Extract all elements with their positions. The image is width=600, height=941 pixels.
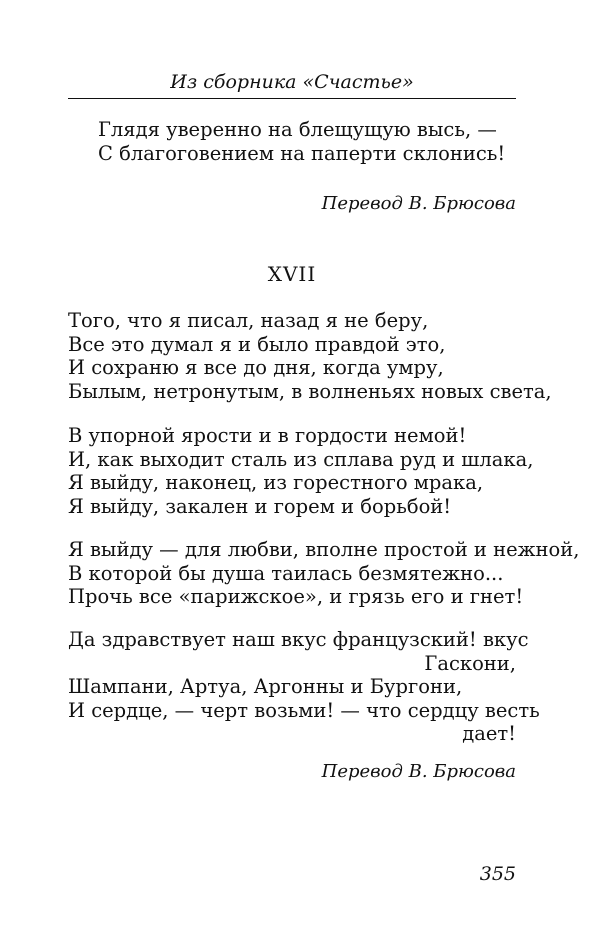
verse-line: Былым, нетронутым, в волненьях новых света,: [68, 379, 552, 403]
poem-number: XVII: [267, 262, 317, 286]
verse-line: Прочь все «парижское», и грязь его и гнет!: [68, 585, 524, 608]
verse-line: Шампани, Артуа, Аргонны и Бургони,: [68, 675, 463, 698]
stanza-3: [68, 538, 580, 609]
verse-line: Глядя уверенно на блещущую высь, —: [98, 118, 497, 141]
verse-line: Того, что я писал, назад я не беру,: [68, 309, 429, 332]
verse-line: В упорной ярости и в гордости немой!: [68, 424, 467, 447]
verse-line: С благоговением на паперти склонись!: [98, 141, 506, 165]
verse-line-continuation: Гаскони,: [424, 651, 516, 675]
stanza-2: [68, 424, 534, 518]
translator-credit: Перевод В. Брюсова: [321, 193, 516, 214]
verse-line-continuation: дает!: [462, 722, 516, 745]
poem-ending-stanza: [68, 118, 516, 165]
stanza-4: [68, 628, 540, 746]
verse-line: Я выйду, закален и горем и борьбой!: [68, 494, 452, 518]
verse-line: Я выйду — для любви, вполне простой и нежной,: [68, 538, 580, 561]
verse-line: Да здравствует наш вкус французский! вкус: [68, 628, 529, 651]
verse-line: Я выйду, наконец, из горестного мрака,: [68, 471, 484, 494]
verse-line: Все это думал я и было правдой это,: [68, 332, 446, 356]
verse-line: И, как выходит сталь из сплава руд и шлака,: [68, 447, 534, 471]
translator-credit: Перевод В. Брюсова: [321, 761, 516, 782]
verse-line: В которой бы душа таилась безмятежно...: [68, 561, 504, 585]
page-number: 355: [479, 863, 516, 885]
running-head: Из сборника «Счастье»: [170, 71, 414, 93]
verse-line: И сохраню я все до дня, когда умру,: [68, 356, 444, 379]
stanza-1: [68, 309, 552, 403]
verse-line: И сердце, — черт возьми! — что сердцу весть: [68, 698, 540, 722]
header-rule: [68, 98, 516, 99]
